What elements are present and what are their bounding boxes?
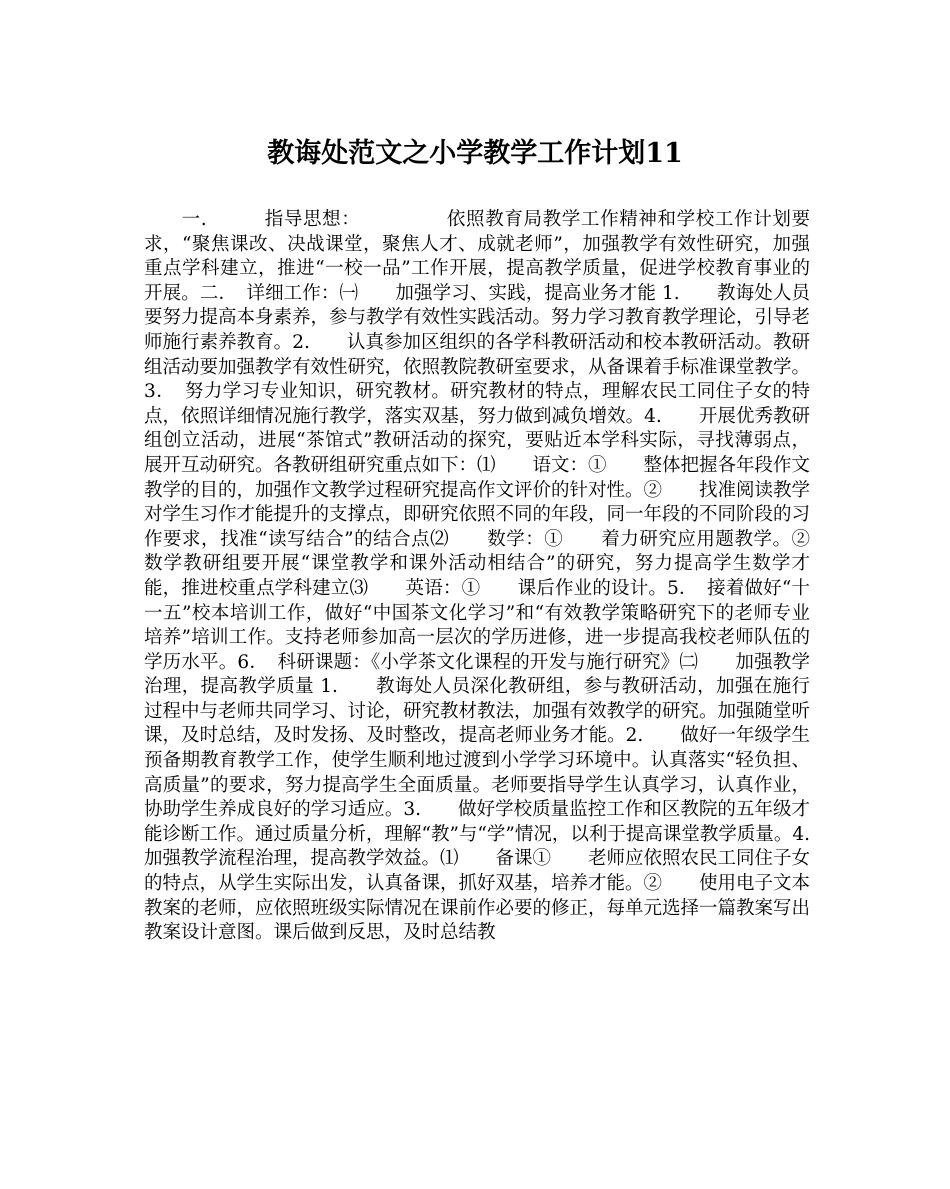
document-title: 教诲处范文之小学教学工作计划11 bbox=[267, 138, 683, 169]
document-body bbox=[144, 208, 848, 946]
document-body-text: 一. 指导思想： 依照教育局教学工作精神和学校工作计划要求，“聚焦课改、决战课堂，聚焦人才、成就老师”，加强教学有效性研究，加强重点学科建立，推进“一校一品”工作开展，提高教学质量，促进学校教育事业的开展。二． 详细工作：㈠ 加强学习、实践，提高业务才能 1. 教诲处人员要努力提高本身素养，参与教学有效性实践活动。努力学习教育教学理论，引导老师施行素养教育。2. 认真参加区组织的各学科教研活动和校本教研活动。教研组活动要加强教学有效性研究，依照教院教研室要求，从备课着手标准课堂教学。3． 努力学习专业知识，研究教材。研究教材的特点，理解农民工同住子女的特点，依照详细情况施行教学，落实双基，努力做到减负增效。4. 开展优秀教研组创立活动，进展“茶馆式”教研活动的探究，要贴近本学科实际，寻找薄弱点，展开互动研究。各教研组研究重点如下：⑴ 语文：① 整体把握各年段作文教学的目的，加强作文教学过程研究提高作文评价的针对性。② 找准阅读教学对学生习作才能提升的支撑点，即研究依照不同的年段，同一年段的不同阶段的习作要求，找准“读写结合”的结合点⑵ 数学：① 着力研究应用题教学。② 数学教研组要开展“课堂教学和课外活动相结合”的研究，努力提高学生数学才能，推进校重点学科建立⑶ 英语：① 课后作业的设计。5． 接着做好“十一五”校本培训工作，做好“中国茶文化学习”和“有效教学策略研究下的老师专业培养”培训工作。支持老师参加高一层次的学历进修，进一步提高我校老师队伍的学历水平。6． 科研课题：《小学茶文化课程的开发与施行研究》㈡ 加强教学治理，提高教学质量 1. 教诲处人员深化教研组，参与教研活动，加强在施行过程中与老师共同学习、讨论，研究教材教法，加强有效教学的研究。加强随堂听课，及时总结，及时发扬、及时整改，提高老师业务才能。2. 做好一年级学生预备期教育教学工作，使学生顺利地过渡到小学学习环境中。认真落实“轻负担、高质量”的要求，努力提高学生全面质量。老师要指导学生认真学习，认真作业，协助学生养成良好的学习适应。3. 做好学校质量监控工作和区教院的五年级才能诊断工作。通过质量分析，理解“教”与“学”情况，以利于提高课堂教学质量。4. 加强教学流程治理，提高教学效益。⑴ 备课① 老师应依照农民工同住子女的特点，从学生实际出发，认真备课，抓好双基，培养才能。② 使用电子文本教案的老师，应依照班级实际情况在课前作必要的修正，每单元选择一篇教案写出教案设计意图。课后做到反思，及时总结教 bbox=[144, 209, 848, 944]
